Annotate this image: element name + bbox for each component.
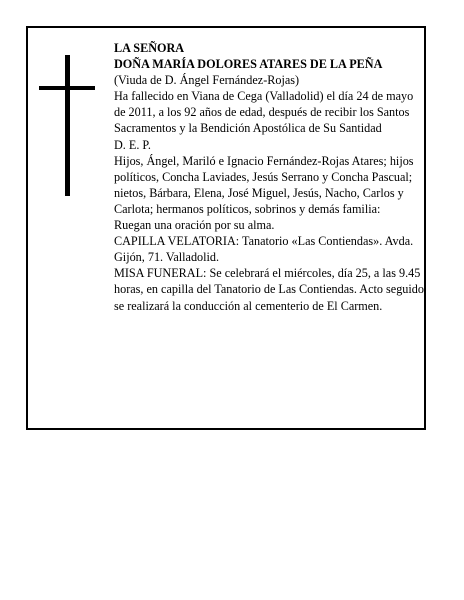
obituary-text: [114, 40, 424, 314]
death-notice: Ha fallecido en Viana de Cega (Valladolid) el día 24 de mayo de 2011, a los 92 años de edad, después de recibir los Santos Sacramentos y la Bendición Apostólica de Su Santidad: [114, 89, 414, 136]
deceased-name: DOÑA MARÍA DOLORES ATARES DE LA PEÑA: [114, 57, 383, 72]
cross-horizontal-bar: [39, 86, 95, 90]
obituary-title: LA SEÑORA: [114, 41, 185, 55]
cross-vertical-bar: [65, 55, 70, 196]
funeral-mass: MISA FUNERAL: Se celebrará el miércoles, día 25, a las 9.45 horas, en capilla del Tanatorio de Las Contiendas. Acto seguido se realizará la conducción al cementerio de El Carmen.: [114, 266, 424, 313]
prayer-request: Ruegan una oración por su alma.: [114, 218, 275, 233]
family-list: Hijos, Ángel, Mariló e Ignacio Fernández-Rojas Atares; hijos políticos, Concha Laviades, Jesús Serrano y Concha Pascual; nietos, Bárbara, Elena, José Miguel, Jesús, Nacho, Carlos y Carlota; hermanos políticos, sobrinos y demás familia:: [114, 153, 414, 216]
dep: D. E. P.: [114, 137, 151, 152]
widow-of: (Viuda de D. Ángel Fernández-Rojas): [114, 73, 300, 88]
chapel-info: CAPILLA VELATORIA: Tanatorio «Las Contiendas». Avda. Gijón, 71. Valladolid.: [114, 234, 414, 265]
